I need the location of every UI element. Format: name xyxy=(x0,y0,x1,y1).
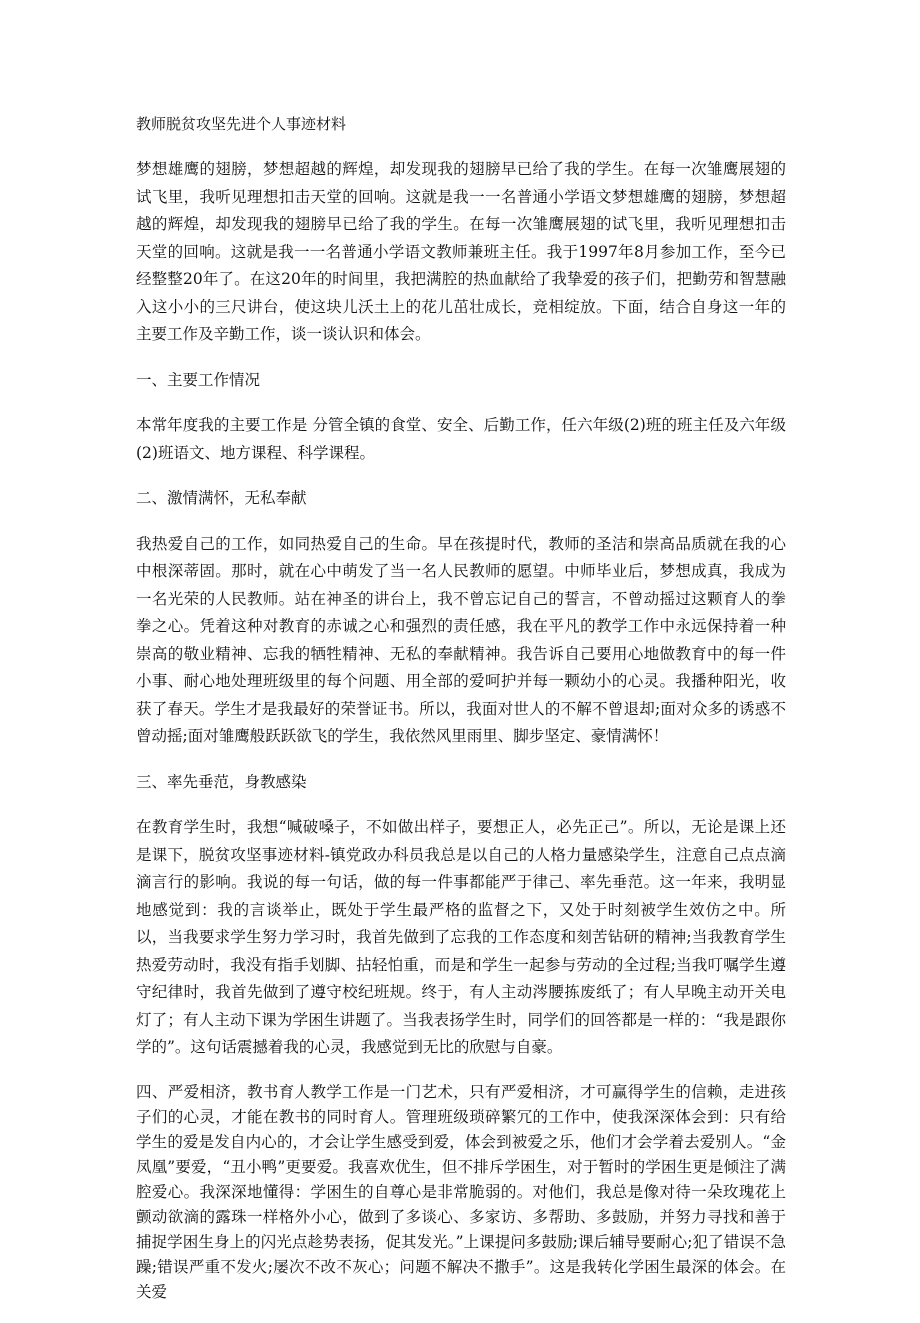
section-3-heading: 三、率先垂范，身教感染 xyxy=(136,772,307,791)
section-1-paragraph: 本常年度我的主要工作是 分管全镇的食堂、安全、后勤工作，任六年级(2)班的班主任及六年级(2)班语文、地方课程、科学课程。 xyxy=(136,416,786,462)
section-2-paragraph: 我热爱自己的工作，如同热爱自己的生命。早在孩提时代，教师的圣洁和崇高品质就在我的心中根深蒂固。那时，就在心中萌发了当一名人民教师的愿望。中师毕业后，梦想成真，我成为一名光荣的人民教师。站在神圣的讲台上，我不曾忘记自己的誓言，不曾动摇过这颗育人的拳拳之心。凭着这种对教育的赤诚之心和强烈的责任感，我在平凡的教学工作中永远保持着一种崇高的敬业精神、忘我的牺牲精神、无私的奉献精神。我告诉自己要用心地做教育中的每一件小事、耐心地处理班级里的每个问题、用全部的爱呵护并每一颗幼小的心灵。我播种阳光，收获了春天。学生才是我最好的荣誉证书。所以，我面对世人的不解不曾退却;面对众多的诱惑不曾动摇;面对雏鹰般跃跃欲飞的学生，我依然风里雨里、脚步坚定、豪情满怀！ xyxy=(136,534,786,745)
section-2-heading: 二、激情满怀，无私奉献 xyxy=(136,489,307,507)
document-title: 教师脱贫攻坚先进个人事迹材料 xyxy=(136,115,347,133)
section-3-paragraph: 在教育学生时，我想“喊破嗓子，不如做出样子，要想正人，必先正己”。所以，无论是课上还是课下，脱贫攻坚事迹材料-镇党政办科员我总是以自己的人格力量感染学生，注意自己点点滴滴言行的影响。我说的每一句话，做的每一件事都能严于律己、率先垂范。这一年来，我明显地感觉到：我的言谈举止，既处于学生最严格的监督之下，又处于时刻被学生效仿之中。所以，当我要求学生努力学习时，我首先做到了忘我的工作态度和刻苦钻研的精神;当我教育学生热爱劳动时，我没有指手划脚、拈轻怕重，而是和学生一起参与劳动的全过程;当我叮嘱学生遵守纪律时，我首先做到了遵守校纪班规。终于，有人主动涔腰拣废纸了；有人早晚主动开关电灯了；有人主动下课为学困生讲题了。当我表扬学生时，同学们的回答都是一样的：“我是跟你学的”。这句话震撼着我的心灵，我感觉到无比的欣慰与自豪。 xyxy=(136,818,786,1056)
document-page xyxy=(136,110,786,1323)
intro-paragraph: 梦想雄鹰的翅膀，梦想超越的辉煌，却发现我的翅膀早已给了我的学生。在每一次雏鹰展翅的试飞里，我听见理想扣击天堂的回响。这就是我一一名普通小学语文梦想雄鹰的翅膀，梦想超越的辉煌，却发现我的翅膀早已给了我的学生。在每一次雏鹰展翅的试飞里，我听见理想扣击天堂的回响。这就是我一一名普通小学语文教师兼班主任。我于1997年8月参加工作，至今已经整整20年了。在这20年的时间里，我把满腔的热血献给了我挚爱的孩子们，把勤劳和智慧融入这小小的三尺讲台，使这块儿沃土上的花儿茁壮成长，竞相绽放。下面，结合自身这一年的主要工作及辛勤工作，谈一谈认识和体会。 xyxy=(136,160,786,343)
section-4-paragraph: 四、严爱相济，教书育人教学工作是一门艺术，只有严爱相济，才可赢得学生的信赖，走进孩子们的心灵，才能在教书的同时育人。管理班级琐碎繁冗的工作中，使我深深体会到：只有给学生的爱是发自内心的，才会让学生感受到爱，体会到被爱之乐，他们才会学着去爱别人。“金凤凰”要爱，“丑小鸭”更要爱。我喜欢优生，但不排斥学困生，对于暂时的学困生更是倾注了满腔爱心。我深深地懂得：学困生的自尊心是非常脆弱的。对他们，我总是像对待一朵玫瑰花上颤动欲滴的露珠一样格外小心，做到了多谈心、多家访、多帮助、多鼓励，并努力寻找和善于捕捉学困生身上的闪光点趁势表扬，促其发光。”上课提问多鼓励;课后辅导要耐心;犯了错误不急躁;错误严重不发火;屡次不改不灰心；问题不解决不撒手”。这是我转化学困生最深的体会。在关爱 xyxy=(136,1082,786,1301)
section-1-heading: 一、主要工作情况 xyxy=(136,370,261,389)
